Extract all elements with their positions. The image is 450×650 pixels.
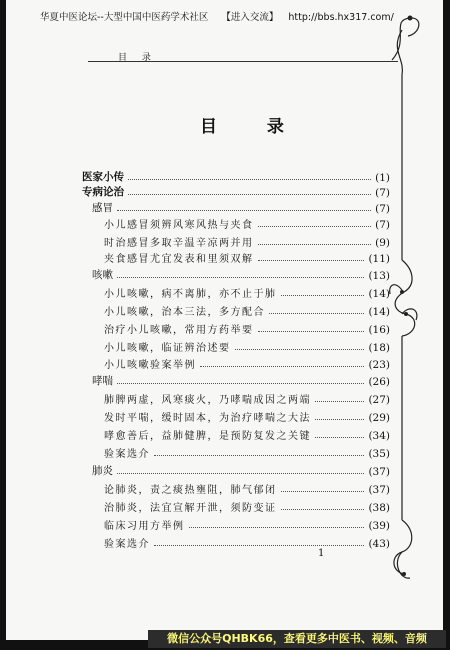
toc-entry[interactable] xyxy=(104,408,390,424)
toc-entry-label: 咳嗽 xyxy=(92,269,113,281)
toc-leader-dots xyxy=(281,491,365,492)
toc-leader-dots xyxy=(117,473,364,474)
toc-entry[interactable] xyxy=(104,320,390,336)
toc-entry-page: (7) xyxy=(375,203,390,215)
toc-entry-page: (34) xyxy=(368,430,390,442)
toc-entry-page: (43) xyxy=(368,538,390,550)
toc-leader-dots xyxy=(200,366,364,367)
toc-entry-label: 小儿咳嗽，病不离肺，亦不止于肺 xyxy=(104,289,277,300)
toc-entry-label: 小儿咳嗽，临证辨治述要 xyxy=(104,343,231,354)
toc-entry[interactable] xyxy=(92,372,390,388)
toc-entry-label: 论肺炎，责之痰热壅阻，肺气郁闭 xyxy=(104,485,277,496)
toc-leader-dots xyxy=(189,527,365,528)
toc-leader-dots xyxy=(281,509,365,510)
toc-entry-label: 哮愈善后，益肺健脾，是预防复发之关键 xyxy=(104,431,311,442)
toc-entry-page: (9) xyxy=(375,237,390,249)
wechat-banner[interactable]: 微信公众号QHBK66，查看更多中医书、视频、音频 xyxy=(148,630,446,648)
toc-leader-dots xyxy=(258,244,372,245)
toc-leader-dots xyxy=(128,179,371,180)
toc-entry-page: (18) xyxy=(368,342,390,354)
toc-entry-page: (29) xyxy=(368,412,390,424)
toc-entry[interactable] xyxy=(104,249,390,265)
toc-entry-label: 小儿咳嗽，治本三法，多方配合 xyxy=(104,307,265,318)
toc-leader-dots xyxy=(117,277,364,278)
toc-entry-label: 感冒 xyxy=(92,202,113,214)
toc-entry-page: (37) xyxy=(368,466,390,478)
toc-entry-page: (1) xyxy=(375,172,390,184)
toc-entry[interactable] xyxy=(92,462,390,478)
toc-entry-page: (14) xyxy=(368,288,390,300)
toc-entry-label: 专病论治 xyxy=(82,186,124,198)
toc-entry-page: (11) xyxy=(368,253,390,265)
toc-leader-dots xyxy=(154,455,364,456)
toc-entry[interactable] xyxy=(82,183,390,199)
toc-entry-page: (13) xyxy=(368,270,390,282)
toc-entry-label: 哮喘 xyxy=(92,375,113,387)
toc-entry-label: 发时平喘，缓时固本，为治疗哮喘之大法 xyxy=(104,413,311,424)
toc-entry-page: (39) xyxy=(368,520,390,532)
toc-entry[interactable] xyxy=(104,355,390,371)
toc-entry-label: 时治感冒多取辛温辛凉两并用 xyxy=(104,238,254,249)
toc-leader-dots xyxy=(269,313,364,314)
toc-entry[interactable] xyxy=(92,266,390,282)
toc-leader-dots xyxy=(281,295,365,296)
toc-entry-page: (37) xyxy=(368,484,390,496)
toc-entry[interactable] xyxy=(92,199,390,215)
toc-entry[interactable] xyxy=(104,516,390,532)
toc-entry[interactable] xyxy=(104,233,390,249)
toc-entry-page: (7) xyxy=(375,219,390,231)
toc-leader-dots xyxy=(117,383,364,384)
running-header: 目 录 xyxy=(118,53,157,63)
toc-leader-dots xyxy=(128,194,371,195)
toc-leader-dots xyxy=(258,260,365,261)
toc-entry-page: (38) xyxy=(368,502,390,514)
toc-entry-page: (7) xyxy=(375,187,390,199)
toc-entry-label: 临床习用方举例 xyxy=(104,521,185,532)
toc-entry-label: 验案选介 xyxy=(104,539,150,550)
toc-entry-page: (14) xyxy=(368,306,390,318)
forum-url[interactable]: http://bbs.hx317.com/ xyxy=(288,12,394,23)
toc-entry[interactable] xyxy=(104,426,390,442)
toc-entry-label: 小儿感冒须辨风寒风热与夹食 xyxy=(104,220,254,231)
toc-leader-dots xyxy=(258,226,372,227)
toc-leader-dots xyxy=(117,210,371,211)
page-title: 目 录 xyxy=(200,117,306,137)
toc-entry-page: (16) xyxy=(368,324,390,336)
toc-entry-page: (35) xyxy=(368,448,390,460)
toc-entry[interactable] xyxy=(104,390,390,406)
toc-entry[interactable] xyxy=(104,302,390,318)
page-number: 1 xyxy=(318,548,325,559)
toc-entry-label: 小儿咳嗽验案举例 xyxy=(104,360,196,371)
toc-entry-label: 治肺炎，法宜宣解开泄，须防变证 xyxy=(104,503,277,514)
toc-leader-dots xyxy=(315,419,364,420)
toc-entry-label: 夹食感冒尤宜发表和里须双解 xyxy=(104,254,254,265)
toc-leader-dots xyxy=(315,437,364,438)
toc-entry[interactable] xyxy=(104,480,390,496)
toc-entry-label: 肺脾两虚，风寒痰火，乃哮喘成因之两端 xyxy=(104,395,311,406)
toc-entry[interactable] xyxy=(104,498,390,514)
toc-entry-label: 医家小传 xyxy=(82,171,124,183)
toc-leader-dots xyxy=(154,545,364,546)
toc-entry-label: 治疗小儿咳嗽，常用方药举要 xyxy=(104,325,254,336)
forum-site-name: 华夏中医论坛--大型中国中医药学术社区 xyxy=(40,12,209,23)
toc-entry[interactable] xyxy=(104,534,390,550)
toc-entry[interactable] xyxy=(104,338,390,354)
toc-entry-page: (23) xyxy=(368,359,390,371)
forum-link-label[interactable]: 【进入交流】 xyxy=(221,12,279,23)
toc-entry-label: 验案选介 xyxy=(104,449,150,460)
toc-entry[interactable] xyxy=(104,444,390,460)
toc-entry-label: 肺炎 xyxy=(92,465,113,477)
toc-leader-dots xyxy=(235,349,365,350)
toc-entry[interactable] xyxy=(104,215,390,231)
toc-entry-page: (26) xyxy=(368,376,390,388)
toc-entry-page: (27) xyxy=(368,394,390,406)
toc-entry[interactable] xyxy=(82,168,390,184)
toc-leader-dots xyxy=(315,401,364,402)
toc-leader-dots xyxy=(258,331,365,332)
toc-entry[interactable] xyxy=(104,284,390,300)
